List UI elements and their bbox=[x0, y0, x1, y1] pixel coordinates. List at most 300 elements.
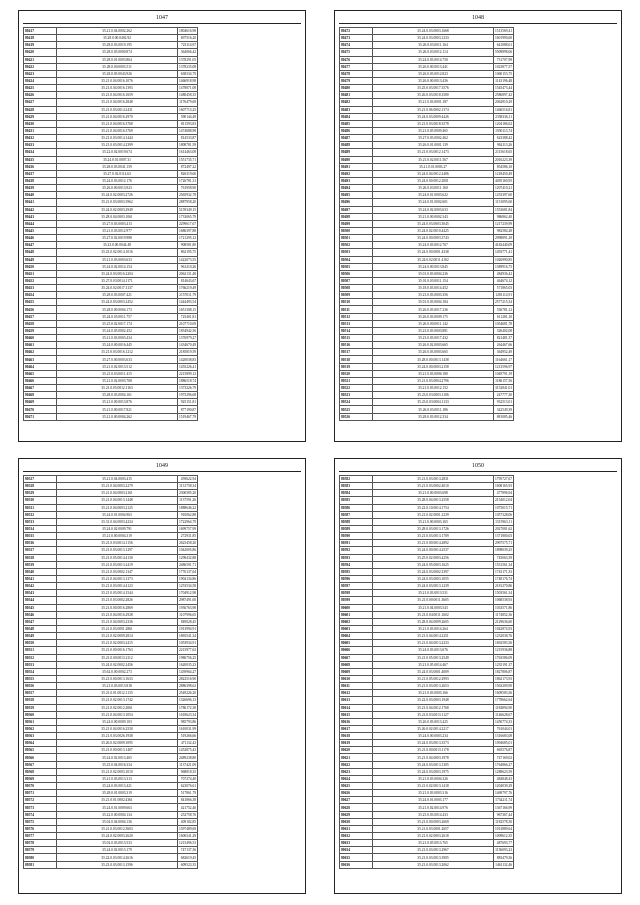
value-cell: 1131758,34 bbox=[179, 484, 197, 489]
table-row bbox=[24, 854, 198, 861]
cadastral-number-cell: 35.02.0.03.0013.533 bbox=[57, 840, 178, 847]
cadastral-number-cell: 35.21.0.03.0011.415 bbox=[57, 370, 178, 377]
table-row bbox=[24, 504, 198, 511]
table-row bbox=[340, 399, 514, 406]
table-row bbox=[24, 733, 198, 740]
table-row bbox=[340, 156, 514, 163]
cadastral-number-cell: 35.26.0.03.0012.823 bbox=[373, 70, 494, 77]
value-cell: 961210,26 bbox=[178, 263, 198, 270]
value-cell: 638334,79 bbox=[178, 70, 198, 77]
cadastral-number-cell: 35.24.0.03.0003.1975 bbox=[373, 768, 494, 775]
row-id-cell: 80446 bbox=[24, 235, 57, 242]
value-cell: 1137591,26 bbox=[179, 498, 197, 503]
table-row bbox=[340, 568, 514, 575]
table-row bbox=[340, 647, 514, 654]
row-id-cell: 80590 bbox=[340, 533, 373, 540]
cadastral-number-cell: 35.24.0.02.0003.2620 bbox=[57, 833, 178, 840]
cadastral-number-cell: 35.28.0.00.0004.173 bbox=[57, 306, 178, 313]
cadastral-number-cell: 35.26.0.03.0012.114 bbox=[373, 49, 494, 56]
value-cell: 1862173,93 bbox=[495, 677, 513, 681]
table-row bbox=[24, 342, 198, 349]
cadastral-number-cell: 35.28.0.00.0013.1438 bbox=[373, 356, 494, 363]
cadastral-number-cell: 35.24.0.01.0009.663 bbox=[57, 804, 178, 811]
table-row bbox=[340, 811, 514, 818]
cadastral-number-cell: 35.21.0.04.0014.2251 bbox=[373, 633, 494, 640]
row-id-cell: 80523 bbox=[340, 392, 373, 399]
cadastral-number-cell: 35.02.0.04.0004.136 bbox=[57, 818, 178, 825]
value-cell: 877190,87 bbox=[178, 406, 198, 413]
table-row bbox=[340, 170, 514, 177]
value-cell: 1607713,25 bbox=[179, 107, 197, 112]
value-cell: 1143196,48 bbox=[495, 79, 513, 84]
cadastral-number-cell: 35.28.0.03.0019.195 bbox=[57, 42, 178, 49]
table-row bbox=[24, 28, 198, 35]
table-row bbox=[24, 199, 198, 206]
value-cell: 484936,42 bbox=[494, 270, 514, 277]
table-row bbox=[24, 775, 198, 782]
value-cell: 1252038,76 bbox=[495, 634, 513, 639]
table-row bbox=[24, 392, 198, 399]
value-cell: 1373226,79 bbox=[179, 386, 197, 391]
cadastral-number-cell: 35.28.0.04.0009.2605 bbox=[373, 618, 494, 625]
table-row bbox=[24, 754, 198, 761]
value-cell: 1614463,08 bbox=[179, 150, 197, 155]
cadastral-number-cell: 35.21.0.03.0014.4123 bbox=[57, 583, 178, 590]
row-id-cell: 80482 bbox=[340, 99, 373, 106]
cadastral-number-cell: 35.21.0.04.0013.2233 bbox=[373, 640, 494, 647]
row-id-cell: 80609 bbox=[340, 668, 373, 675]
value-cell: 1764866,27 bbox=[495, 762, 513, 767]
table-row bbox=[24, 840, 198, 847]
table-row bbox=[340, 497, 514, 504]
table-row bbox=[24, 263, 198, 270]
row-id-cell: 80432 bbox=[24, 135, 57, 142]
table-row bbox=[24, 285, 198, 292]
cadastral-number-cell: 35.24.0.03.0016.2204 bbox=[57, 270, 178, 277]
value-cell: 2907575,71 bbox=[495, 541, 513, 546]
row-id-cell: 80606 bbox=[340, 647, 373, 654]
value-cell: 1184894,90 bbox=[495, 705, 513, 710]
row-id-cell: 80566 bbox=[24, 754, 57, 761]
value-cell: 1513569,41 bbox=[495, 29, 513, 34]
value-cell: 707274,40 bbox=[178, 775, 198, 782]
value-cell: 814643,67 bbox=[178, 277, 198, 284]
value-cell: 1699757,99 bbox=[179, 527, 197, 532]
cadastral-number-cell: 35.24.0.03.0009.4426 bbox=[373, 113, 494, 120]
value-cell: 1186157,56 bbox=[495, 378, 513, 383]
row-id-cell: 80445 bbox=[24, 227, 57, 234]
value-cell: 1217239,99 bbox=[495, 221, 513, 226]
row-id-cell: 80624 bbox=[340, 775, 373, 782]
table-row bbox=[24, 825, 198, 832]
row-id-cell: 80538 bbox=[24, 554, 57, 561]
row-id-cell: 80604 bbox=[340, 633, 373, 640]
cadastral-number-cell: 35.21.0.05.0013.2549 bbox=[373, 654, 494, 661]
row-id-cell: 80516 bbox=[340, 342, 373, 349]
value-cell: 1975296,68 bbox=[179, 393, 197, 398]
value-cell: 1651308,15 bbox=[179, 307, 197, 312]
value-cell: 1913994,91 bbox=[179, 627, 197, 632]
value-cell: 1455226,41 bbox=[179, 364, 197, 369]
value-cell: 962113,26 bbox=[494, 142, 514, 149]
table-row bbox=[24, 320, 198, 327]
value-cell: 1235191,37 bbox=[495, 662, 513, 667]
row-id-cell: 80449 bbox=[24, 256, 57, 263]
cadastral-number-cell: 35.21.0.00.0011.3605 bbox=[373, 597, 494, 604]
table-row bbox=[340, 285, 514, 292]
table-row bbox=[340, 768, 514, 775]
value-cell: 932513,01 bbox=[494, 399, 514, 406]
table-row bbox=[24, 833, 198, 840]
value-cell: 1601990,60 bbox=[495, 36, 513, 41]
cadastral-number-cell: 35.21.0.03.0013.3905 bbox=[373, 854, 494, 861]
row-id-cell: 80421 bbox=[24, 56, 57, 63]
value-cell: 1026990,85 bbox=[495, 257, 513, 262]
table-row bbox=[340, 718, 514, 725]
cadastral-number-cell: 35.28.0.01.0003.319 bbox=[57, 790, 178, 797]
value-cell: 1466516,81 bbox=[495, 107, 513, 112]
table-row bbox=[340, 77, 514, 84]
cadastral-number-cell: 35.22.0.03.0014.2616 bbox=[57, 854, 178, 861]
value-cell: 968818,35 bbox=[178, 768, 198, 775]
table-row bbox=[340, 590, 514, 597]
table-row bbox=[340, 504, 514, 511]
value-cell: 1469797,76 bbox=[495, 791, 513, 796]
value-cell: 364952,49 bbox=[494, 349, 514, 356]
table-panel-1047 bbox=[18, 10, 306, 442]
row-id-cell: 80536 bbox=[24, 540, 57, 547]
value-cell: 1795727,67 bbox=[495, 477, 513, 482]
value-cell: 1298432,88 bbox=[179, 555, 197, 560]
row-id-cell: 80573 bbox=[24, 804, 57, 811]
cadastral-number-cell: 35.21.0.04.0016.2928 bbox=[57, 611, 178, 618]
row-id-cell: 80497 bbox=[340, 206, 373, 213]
value-cell: 849028,45 bbox=[178, 618, 198, 625]
row-id-cell: 80477 bbox=[340, 63, 373, 70]
cadastral-number-cell: 35.21.0.04.0003.2125 bbox=[57, 504, 178, 511]
value-cell: 1009612,35 bbox=[495, 834, 513, 839]
row-id-cell: 80442 bbox=[24, 206, 57, 213]
cadastral-number-cell: 35.24.0.03.0013.1239 bbox=[373, 583, 494, 590]
cadastral-number-cell: 35.21.0.03.0014.2399 bbox=[57, 142, 178, 149]
row-id-cell: 80601 bbox=[340, 611, 373, 618]
value-cell: 1137421,09 bbox=[179, 762, 197, 767]
value-cell: 1176479,69 bbox=[179, 100, 197, 105]
data-table bbox=[339, 475, 514, 869]
data-table bbox=[23, 475, 198, 869]
row-id-cell: 80560 bbox=[24, 711, 57, 718]
row-id-cell: 80517 bbox=[340, 349, 373, 356]
value-cell: 590144,49 bbox=[178, 113, 198, 120]
value-cell: 1493771,41 bbox=[495, 250, 513, 255]
value-cell: 1804616,98 bbox=[179, 29, 197, 34]
table-row bbox=[340, 511, 514, 518]
table-row bbox=[340, 149, 514, 156]
row-id-cell: 80617 bbox=[340, 725, 373, 732]
cadastral-number-cell: 35.24.0.00.0013.845 bbox=[373, 263, 494, 270]
value-cell: 1326696,13 bbox=[179, 698, 197, 703]
value-cell: 1748176,74 bbox=[495, 577, 513, 582]
value-cell: 2565932,78 bbox=[179, 193, 197, 198]
row-id-cell: 80425 bbox=[24, 85, 57, 92]
cadastral-number-cell: 35.21.0.03.0002.1347 bbox=[57, 568, 178, 575]
row-id-cell: 80498 bbox=[340, 213, 373, 220]
table-row bbox=[340, 120, 514, 127]
row-id-cell: 80537 bbox=[24, 547, 57, 554]
value-cell: 1597489,69 bbox=[179, 826, 197, 831]
value-cell: 272931,85 bbox=[178, 533, 198, 540]
row-id-cell: 80494 bbox=[340, 185, 373, 192]
cadastral-number-cell: 35.26.0.00.0013.923 bbox=[57, 185, 178, 192]
row-id-cell: 80491 bbox=[340, 163, 373, 170]
value-cell: 1174852,36 bbox=[495, 612, 513, 617]
row-id-cell: 80619 bbox=[340, 740, 373, 747]
row-id-cell: 80594 bbox=[340, 561, 373, 568]
cadastral-number-cell: 35.21.0.02.0011.567 bbox=[373, 156, 494, 163]
cadastral-number-cell: 35.26.0.03.0018.3580 bbox=[373, 92, 494, 99]
value-cell: 2306585,20 bbox=[179, 491, 197, 496]
row-id-cell: 80438 bbox=[24, 177, 57, 184]
table-row bbox=[340, 740, 514, 747]
row-id-cell: 80422 bbox=[24, 63, 57, 70]
table-row bbox=[340, 861, 514, 868]
cadastral-number-cell: 35.24.0.04.0012.2406 bbox=[373, 170, 494, 177]
cadastral-number-cell: 35.24.0.03.0002.3397 bbox=[373, 568, 494, 575]
row-id-cell: 80485 bbox=[340, 120, 373, 127]
value-cell: 611281,10 bbox=[494, 313, 514, 320]
value-cell: 2998891,29 bbox=[495, 236, 513, 241]
cadastral-number-cell: 35.25.0.03.0017.3576 bbox=[373, 85, 494, 92]
cadastral-number-cell: 35.21.0.02.0012.2061 bbox=[57, 704, 178, 711]
row-id-cell: 80528 bbox=[24, 483, 57, 490]
cadastral-number-cell: 35.21.0.04.0016.1659 bbox=[57, 92, 178, 99]
cadastral-number-cell: 35.24.0.03.0003.1668 bbox=[373, 28, 494, 35]
table-row bbox=[24, 335, 198, 342]
cadastral-number-cell: 35.21.0.00.0013.1633 bbox=[57, 675, 178, 682]
cadastral-number-cell: 35.21.0.03.0003.434 bbox=[57, 335, 178, 342]
table-row bbox=[340, 349, 514, 356]
cadastral-number-cell: 35.24.0.05.0002.452 bbox=[57, 327, 178, 334]
row-id-cell: 80469 bbox=[24, 399, 57, 406]
value-cell: 2062131,48 bbox=[179, 271, 197, 276]
row-id-cell: 80531 bbox=[24, 504, 57, 511]
cadastral-number-cell: 35.24.0.02.0017.1137 bbox=[57, 285, 178, 292]
cadastral-number-cell: 35.23.0.03.0003.881 bbox=[373, 327, 494, 334]
table-row bbox=[24, 668, 198, 675]
value-cell: 1936763,98 bbox=[179, 605, 197, 610]
cadastral-number-cell: 35.26.0.02.0009.1095 bbox=[57, 740, 178, 747]
cadastral-number-cell: 35.21.0.04.0013.1448 bbox=[57, 497, 178, 504]
cadastral-number-cell: 35.24.0.00.0009.103 bbox=[57, 718, 178, 725]
table-row bbox=[340, 63, 514, 70]
row-id-cell: 80584 bbox=[340, 490, 373, 497]
table-row bbox=[24, 561, 198, 568]
cadastral-number-cell: 35.22.0.02.0019.674 bbox=[57, 149, 178, 156]
row-id-cell: 80499 bbox=[340, 220, 373, 227]
value-cell: 1023877,57 bbox=[495, 64, 513, 69]
value-cell: 464674,12 bbox=[494, 277, 514, 284]
value-cell: 2062810,29 bbox=[495, 100, 513, 105]
table-row bbox=[340, 392, 514, 399]
cadastral-number-cell: 35.27.0.02.0114.63 bbox=[57, 170, 178, 177]
cadastral-number-cell: 35.21.0.03.0001.187 bbox=[373, 99, 494, 106]
value-cell: 1834942,56 bbox=[179, 328, 197, 333]
table-row bbox=[24, 385, 198, 392]
table-row bbox=[24, 768, 198, 775]
value-cell: 1156093,23 bbox=[495, 848, 513, 853]
cadastral-number-cell: 35.21.0.04.0016.2970 bbox=[57, 113, 178, 120]
cadastral-number-cell: 35.24.0.01.0003.177 bbox=[373, 797, 494, 804]
row-id-cell: 80574 bbox=[24, 811, 57, 818]
cadastral-number-cell: 35.21.0.04.0016.2530 bbox=[57, 725, 178, 732]
table-row bbox=[340, 697, 514, 704]
cadastral-number-cell: 35.24.0.03.0013.3573 bbox=[373, 740, 494, 747]
table-row bbox=[24, 533, 198, 540]
table-row bbox=[24, 861, 198, 868]
value-cell: 745063,59 bbox=[494, 554, 514, 561]
table-row bbox=[24, 99, 198, 106]
table-row bbox=[340, 163, 514, 170]
table-row bbox=[340, 818, 514, 825]
row-id-cell: 80599 bbox=[340, 597, 373, 604]
panel-title: 1048 bbox=[472, 15, 484, 21]
row-id-cell: 80496 bbox=[340, 199, 373, 206]
cadastral-number-cell: 35.22.0.03.0003.1948 bbox=[373, 697, 494, 704]
value-cell: 421752,46 bbox=[178, 804, 198, 811]
table-row bbox=[24, 804, 198, 811]
row-id-cell: 80543 bbox=[24, 590, 57, 597]
row-id-cell: 80479 bbox=[340, 77, 373, 84]
table-row bbox=[24, 818, 198, 825]
row-id-cell: 80459 bbox=[24, 327, 57, 334]
table-row bbox=[340, 385, 514, 392]
table-row bbox=[24, 790, 198, 797]
value-cell: 1519467,79 bbox=[179, 414, 197, 419]
value-cell: 1151095,60 bbox=[495, 200, 513, 205]
value-cell: 1865541,34 bbox=[179, 634, 197, 639]
value-cell: 1281114,91 bbox=[495, 293, 513, 298]
table-row bbox=[340, 675, 514, 682]
row-id-cell: 80462 bbox=[24, 349, 57, 356]
table-row bbox=[340, 35, 514, 42]
cadastral-number-cell: 35.21.0.04.0003.2279 bbox=[57, 483, 178, 490]
row-id-cell: 80633 bbox=[340, 840, 373, 847]
table-row bbox=[340, 633, 514, 640]
cadastral-number-cell: 35.21.0.03.0014.1544 bbox=[57, 590, 178, 597]
cadastral-number-cell: 35.24.0.02.0003.2949 bbox=[57, 206, 178, 213]
table-panel-1049 bbox=[18, 458, 306, 894]
cadastral-number-cell: 35.21.0.02.0003.2618 bbox=[373, 833, 494, 840]
row-id-cell: 80433 bbox=[24, 142, 57, 149]
row-id-cell: 80569 bbox=[24, 775, 57, 782]
row-id-cell: 80613 bbox=[340, 697, 373, 704]
cadastral-number-cell: 35.21.0.03.0013.2419 bbox=[57, 561, 178, 568]
table-row bbox=[24, 85, 198, 92]
row-id-cell: 80470 bbox=[24, 406, 57, 413]
table-row bbox=[340, 725, 514, 732]
cadastral-number-cell: 35.62.0.00.0002.273 bbox=[57, 668, 178, 675]
value-cell: 1060153,75 bbox=[495, 71, 513, 76]
cadastral-number-cell: 35.21.0.04.0013.1373 bbox=[57, 575, 178, 582]
table-row bbox=[24, 618, 198, 625]
cadastral-number-cell: 35.21.0.02.0013.512 bbox=[57, 363, 178, 370]
table-row bbox=[340, 85, 514, 92]
value-cell: 2586897,42 bbox=[495, 93, 513, 98]
value-cell: 1316683,08 bbox=[495, 734, 513, 739]
value-cell: 1686397,88 bbox=[179, 229, 197, 233]
cadastral-number-cell: 35.26.0.03.0017.236 bbox=[373, 306, 494, 313]
row-id-cell: 80522 bbox=[340, 385, 373, 392]
row-id-cell: 80603 bbox=[340, 625, 373, 632]
row-id-cell: 80521 bbox=[340, 377, 373, 384]
row-id-cell: 80471 bbox=[24, 413, 57, 420]
value-cell: 1461132,46 bbox=[495, 862, 513, 867]
row-id-cell: 80441 bbox=[24, 199, 57, 206]
row-id-cell: 80582 bbox=[340, 476, 373, 483]
table-row bbox=[24, 70, 198, 77]
value-cell: 697516,20 bbox=[178, 35, 198, 42]
value-cell: 1609583,56 bbox=[495, 691, 513, 696]
cadastral-number-cell: 35.24.0.02.0003.633 bbox=[373, 206, 494, 213]
table-row bbox=[24, 127, 198, 134]
cadastral-number-cell: 35.21.0.02.0009.2814 bbox=[57, 633, 178, 640]
value-cell: 2185819,59 bbox=[179, 350, 197, 355]
value-cell: 609523,35 bbox=[178, 861, 198, 868]
table-row bbox=[24, 590, 198, 597]
table-row bbox=[340, 70, 514, 77]
row-id-cell: 80600 bbox=[340, 604, 373, 611]
table-row bbox=[24, 783, 198, 790]
table-row bbox=[340, 256, 514, 263]
value-cell: 1444493,54 bbox=[179, 300, 197, 305]
value-cell: 1930113,74 bbox=[495, 129, 513, 134]
row-id-cell: 80534 bbox=[24, 525, 57, 532]
table-row bbox=[24, 327, 198, 334]
cadastral-number-cell: 35.21.0.00.0017.821 bbox=[57, 406, 178, 413]
row-id-cell: 80561 bbox=[24, 718, 57, 725]
cadastral-number-cell: 35.21.0.04.0016.1076 bbox=[57, 77, 178, 84]
cadastral-number-cell: 35.21.0.02.0014.976 bbox=[373, 804, 494, 811]
cadastral-number-cell: 35.23.0.03.0003.1106 bbox=[373, 392, 494, 399]
row-id-cell: 80587 bbox=[340, 511, 373, 518]
table-row bbox=[24, 747, 198, 754]
row-id-cell: 80608 bbox=[340, 661, 373, 668]
cadastral-number-cell: 35.21.0.03.0003.166 bbox=[373, 690, 494, 697]
cadastral-number-cell: 35.26.0.03.0013.425 bbox=[373, 718, 494, 725]
row-id-cell: 80571 bbox=[24, 790, 57, 797]
value-cell: 484848,43 bbox=[494, 775, 514, 782]
cadastral-number-cell: 35.21.0.03.0016.1212 bbox=[57, 349, 178, 356]
table-row bbox=[24, 511, 198, 518]
cadastral-number-cell: 35.24.0.03.0013.676 bbox=[373, 647, 494, 654]
table-row bbox=[340, 833, 514, 840]
value-cell: 1434670,49 bbox=[179, 343, 197, 348]
table-row bbox=[340, 783, 514, 790]
value-cell: 342549,39 bbox=[494, 406, 514, 413]
cadastral-number-cell: 35.26.0.03.0003.665 bbox=[373, 349, 494, 356]
cadastral-number-cell: 35.24.0.03.0003.1233 bbox=[373, 35, 494, 42]
value-cell: 854586,10 bbox=[494, 163, 514, 170]
cadastral-number-cell: 35.21.0.00.0013.1407 bbox=[57, 747, 178, 754]
cadastral-number-cell: 35.21.0.02.0001.2239 bbox=[373, 511, 494, 518]
row-id-cell: 80588 bbox=[340, 518, 373, 525]
row-id-cell: 80424 bbox=[24, 77, 57, 84]
cadastral-number-cell: 35.21.0.05.0012.1163 bbox=[57, 385, 178, 392]
row-id-cell: 80622 bbox=[340, 761, 373, 768]
row-id-cell: 80439 bbox=[24, 185, 57, 192]
row-id-cell: 80526 bbox=[340, 413, 373, 420]
row-id-cell: 80539 bbox=[24, 561, 57, 568]
